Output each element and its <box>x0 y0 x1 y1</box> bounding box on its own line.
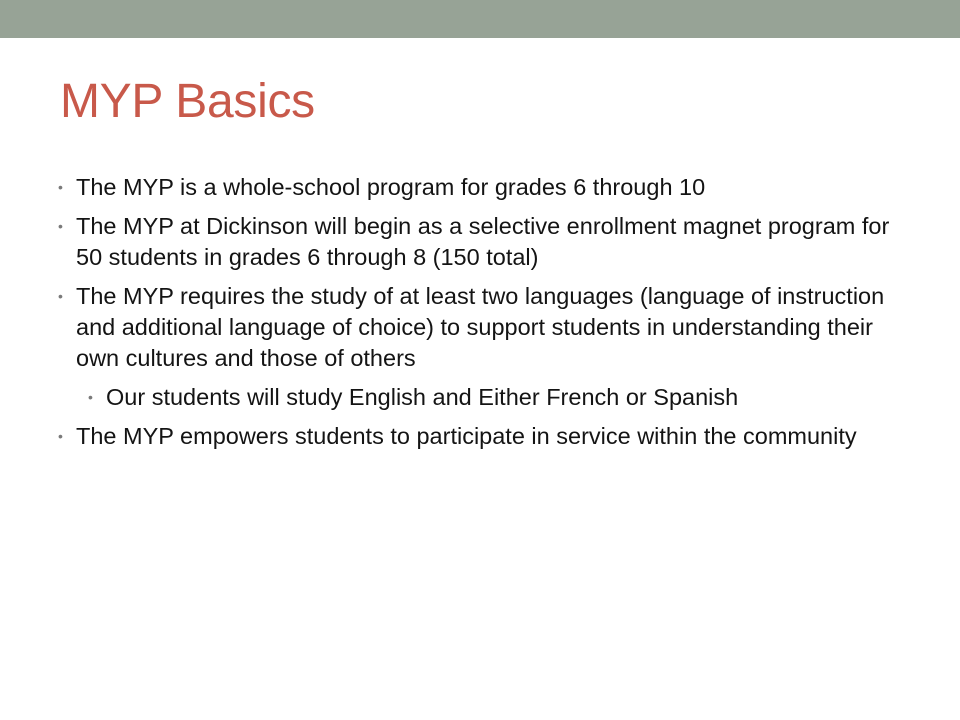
bullet-dot-icon: • <box>58 218 63 234</box>
bullet-text: The MYP at Dickinson will begin as a selective enrollment magnet program for 50 students in grades 6 through 8 (150 total) <box>76 213 890 270</box>
bullet-dot-icon: • <box>58 179 63 195</box>
bullet-item <box>56 172 906 203</box>
bullet-dot-icon: • <box>58 288 63 304</box>
bullet-item <box>56 421 906 452</box>
bullet-text: Our students will study English and Either French or Spanish <box>106 384 739 410</box>
bullet-text: The MYP is a whole-school program for grades 6 through 10 <box>76 174 706 200</box>
bullet-item <box>56 281 906 374</box>
sub-bullet-item <box>86 382 906 413</box>
header-band <box>0 0 960 38</box>
bullet-list <box>56 172 906 460</box>
bullet-dot-icon: • <box>88 389 93 405</box>
slide-title: MYP Basics <box>60 75 315 128</box>
bullet-text: The MYP empowers students to participate in service within the community <box>76 423 857 449</box>
bullet-item <box>56 211 906 273</box>
bullet-text: The MYP requires the study of at least two languages (language of instruction and additional language of choice) to support students in understanding their own cultures and those of others <box>76 283 885 371</box>
bullet-dot-icon: • <box>58 428 63 444</box>
